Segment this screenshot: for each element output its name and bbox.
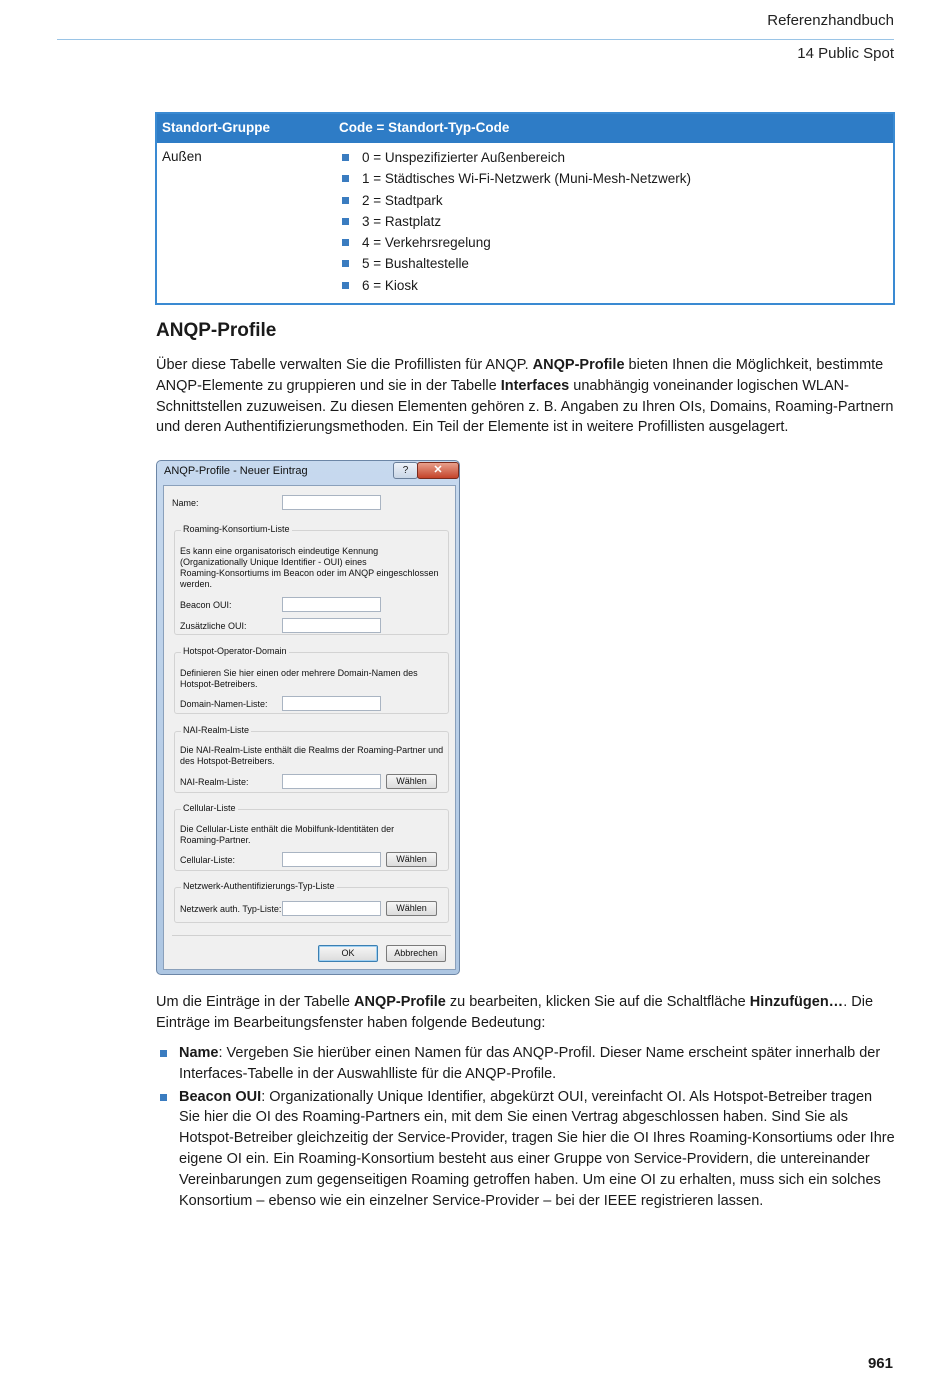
- list-item: [156, 1087, 896, 1212]
- after-bold-add: Hinzufügen…: [749, 994, 844, 1010]
- table-header-row: [157, 114, 893, 143]
- roaming-desc-line: (Organizationally Unique Identifier - OUI) eines: [180, 557, 367, 567]
- bullet-square-icon: [342, 260, 349, 267]
- nai-desc-line: Die NAI-Realm-Liste enthält die Realms der Roaming-Partner und: [180, 745, 444, 755]
- auth-list-input[interactable]: [282, 901, 381, 916]
- item-term: Name: [179, 1045, 219, 1061]
- list-item: [340, 168, 691, 189]
- beacon-oui-label: Beacon OUI:: [180, 600, 232, 610]
- intro-text-3: unabhängig voneinander logischen WLAN-Schnittstellen zuzuweisen. Zu diesen Elementen gehören z. B. Angaben zu Ihren OIs, Domains, Roaming-Partnern und deren Authentifizierungsmethoden. Ein Teil der Elemente ist in weitere Profillisten ausgelagert.: [156, 377, 894, 436]
- hotspot-desc-line: Definieren Sie hier einen oder mehrere Domain-Namen des: [180, 668, 418, 678]
- code-text: 5 = Bushaltestelle: [362, 256, 469, 272]
- beacon-oui-input[interactable]: [282, 597, 381, 612]
- cellular-group-label: Cellular-Liste: [183, 803, 236, 813]
- item-text: : Organizationally Unique Identifier, abgekürzt OUI, vereinfacht OI. Als Hotspot-Betreiber tragen Sie hier die OI des Roaming-Partners ein, mit dem Sie einen Vertrag abgeschlossen haben. Sind Sie als Hotspot-Betreiber gleichzeitig der Service-Provider, tragen Sie hier die OI Ihres Roaming-Konsortiums oder Ihre eigene OI ein. Ein Roaming-Konsortium besteht aus einer Gruppe von Service-Providern, die untereinander Vereinbarungen zum gegenseitigen Roaming getroffen haben. Um eine OI zu erhalten, muss sich ein solches Konsortium – ebenso wie ein einzelner Service-Provider – bei der IEEE registrieren lassen.: [179, 1088, 895, 1209]
- intro-paragraph: [156, 355, 896, 438]
- bullet-square-icon: [342, 175, 349, 182]
- header-divider: [57, 39, 894, 40]
- list-item: [340, 211, 691, 232]
- bullet-square-icon: [342, 197, 349, 204]
- nai-list-label: NAI-Realm-Liste:: [180, 777, 249, 787]
- roaming-desc-line: Es kann eine organisatorisch eindeutige Kennung: [180, 546, 379, 556]
- cellular-desc-line: Roaming-Partner.: [180, 835, 251, 845]
- anqp-profile-dialog: [156, 460, 460, 975]
- after-text-1: Um die Einträge in der Tabelle: [156, 994, 355, 1010]
- bullet-square-icon: [342, 282, 349, 289]
- nai-group-label: NAI-Realm-Liste: [183, 725, 250, 735]
- bullet-square-icon: [160, 1094, 167, 1101]
- code-text: 4 = Verkehrsregelung: [362, 235, 491, 251]
- intro-bold-anqp: ANQP-Profile: [532, 357, 625, 373]
- bullet-square-icon: [342, 154, 349, 161]
- cancel-button[interactable]: Abbrechen: [386, 945, 446, 962]
- domain-list-input[interactable]: [282, 696, 381, 711]
- item-term: Beacon OUI: [179, 1088, 262, 1105]
- dialog-title: ANQP-Profile - Neuer Eintrag: [164, 465, 308, 477]
- hotspot-group-label: Hotspot-Operator-Domain: [183, 646, 287, 656]
- code-list: [340, 147, 691, 296]
- section-title: ANQP-Profile: [156, 320, 277, 341]
- intro-text-1: Über diese Tabelle verwalten Sie die Profillisten für ANQP.: [156, 357, 533, 373]
- code-text: 3 = Rastplatz: [362, 213, 442, 229]
- code-text: 6 = Kiosk: [362, 277, 418, 293]
- list-item: [156, 1043, 896, 1085]
- auth-group-label: Netzwerk-Authentifizierungs-Typ-Liste: [183, 881, 335, 891]
- dialog-divider: [172, 935, 451, 936]
- cellular-list-input[interactable]: [282, 852, 381, 867]
- extra-oui-input[interactable]: [282, 618, 381, 633]
- roaming-group-label: Roaming-Konsortium-Liste: [183, 524, 290, 534]
- name-input[interactable]: [282, 495, 381, 510]
- code-text: 2 = Stadtpark: [362, 192, 443, 208]
- field-description-list: [156, 1043, 896, 1213]
- name-label: Name:: [172, 498, 199, 508]
- table-header-code: Code = Standort-Typ-Code: [339, 120, 510, 135]
- bullet-square-icon: [342, 239, 349, 246]
- list-item: [340, 190, 691, 211]
- cellular-select-button[interactable]: Wählen: [386, 852, 437, 867]
- code-text: 1 = Städtisches Wi-Fi-Netzwerk (Muni-Mesh-Netzwerk): [362, 171, 691, 187]
- list-item: [340, 147, 691, 168]
- dialog-client-area: [163, 485, 456, 970]
- auth-select-button[interactable]: Wählen: [386, 901, 437, 916]
- page-number: 961: [867, 1355, 893, 1372]
- extra-oui-label: Zusätzliche OUI:: [180, 621, 247, 631]
- help-button[interactable]: ?: [393, 462, 418, 479]
- ok-button[interactable]: OK: [318, 945, 378, 962]
- intro-bold-interfaces: Interfaces: [500, 377, 570, 394]
- table-cell-group: Außen: [162, 149, 202, 164]
- cellular-desc-line: Die Cellular-Liste enthält die Mobilfunk-Identitäten der: [180, 824, 395, 834]
- auth-list-label: Netzwerk auth. Typ-Liste:: [180, 904, 282, 914]
- intro-text-2: bieten Ihnen die Möglichkeit, bestimmte ANQP-Elemente zu gruppieren und sie in der Tabelle: [156, 357, 884, 394]
- domain-list-label: Domain-Namen-Liste:: [180, 699, 268, 709]
- list-item: [340, 232, 691, 253]
- code-text: 0 = Unspezifizierter Außenbereich: [362, 150, 565, 165]
- hotspot-desc-line: Hotspot-Betreibers.: [180, 679, 258, 689]
- nai-desc-line: des Hotspot-Betreibers.: [180, 756, 275, 766]
- running-header-title: Referenzhandbuch: [767, 12, 894, 29]
- after-text-3: . Die Einträge im Bearbeitungsfenster haben folgende Bedeutung:: [156, 994, 874, 1031]
- close-button[interactable]: ✕: [417, 462, 459, 479]
- bullet-square-icon: [160, 1050, 167, 1057]
- after-dialog-paragraph: [156, 992, 896, 1034]
- roaming-desc-line: werden.: [180, 579, 213, 589]
- list-item: [340, 275, 691, 296]
- after-bold-anqp: ANQP-Profile: [354, 994, 446, 1010]
- bullet-square-icon: [342, 218, 349, 225]
- after-text-2: zu bearbeiten, klicken Sie auf die Schaltfläche: [445, 994, 750, 1010]
- location-code-table: [155, 112, 895, 305]
- nai-list-input[interactable]: [282, 774, 381, 789]
- item-text: : Vergeben Sie hierüber einen Namen für das ANQP-Profil. Dieser Name erscheint später innerhalb der Interfaces-Tabelle in der Auswahlliste für die ANQP-Profile.: [179, 1045, 881, 1082]
- nai-select-button[interactable]: Wählen: [386, 774, 437, 789]
- cellular-list-label: Cellular-Liste:: [180, 855, 236, 865]
- list-item: [340, 253, 691, 274]
- running-header-chapter: 14 Public Spot: [797, 45, 894, 62]
- table-header-group: Standort-Gruppe: [162, 120, 270, 135]
- roaming-desc-line: Roaming-Konsortiums im Beacon oder im ANQP eingeschlossen: [180, 568, 439, 578]
